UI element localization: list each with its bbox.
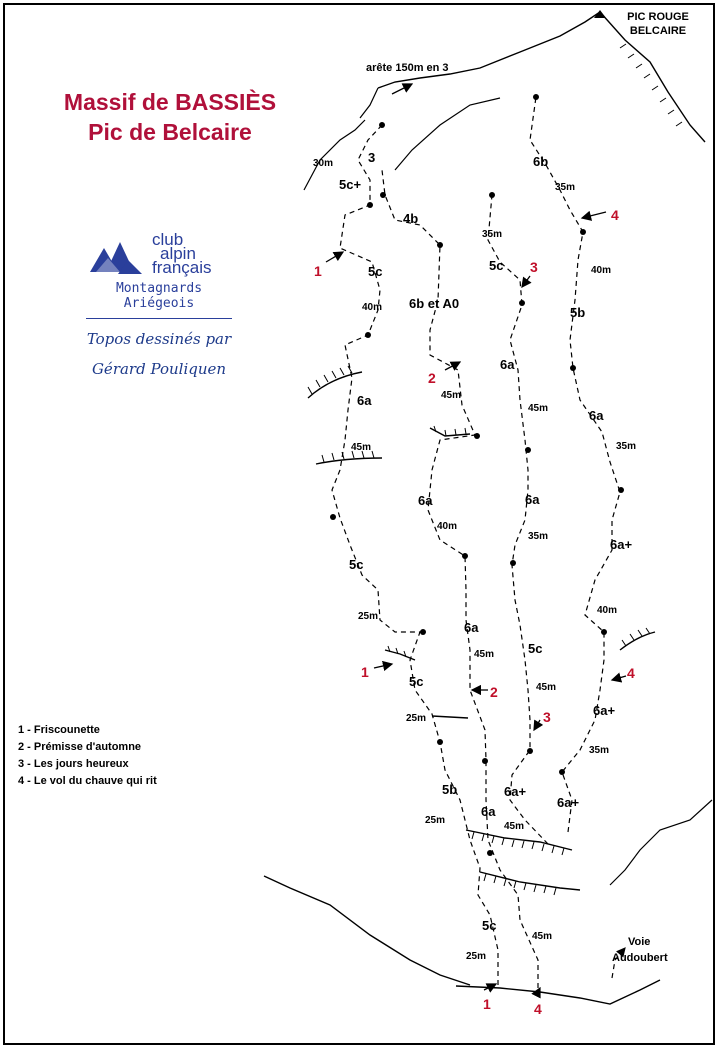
route-marker: 3 (543, 709, 551, 725)
club-name-3: français (152, 258, 212, 277)
belay-icon (525, 447, 531, 453)
grade-label: 4b (403, 211, 419, 226)
belay-icon (437, 739, 443, 745)
peak-label-line1: PIC ROUGE (627, 11, 689, 23)
belay-stations (330, 94, 624, 856)
roof-right (620, 632, 655, 650)
belay-icon (474, 433, 480, 439)
length-label: 40m (597, 605, 618, 616)
length-label: 25m (406, 713, 427, 724)
length-label: 45m (474, 649, 495, 660)
route-marker: 1 (361, 664, 369, 680)
belay-icon (462, 553, 468, 559)
route-marker: 1 (483, 996, 491, 1012)
length-label: 25m (358, 611, 379, 622)
topo-title-massif: Massif de BASSIÈS (63, 89, 277, 115)
grade-label: 6a+ (610, 537, 633, 552)
belay-icon (379, 122, 385, 128)
pointer-arrow-icon (537, 988, 540, 994)
grade-label: 5c (368, 264, 383, 279)
arete-arrow-icon (392, 84, 412, 94)
grade-label: 6a+ (504, 784, 527, 799)
grade-label: 5c (349, 557, 364, 572)
ridge-line-right (600, 12, 705, 142)
grade-label: 6a+ (557, 795, 580, 810)
grade-label: 6b (533, 154, 549, 169)
grade-label: 3 (368, 150, 376, 165)
pointer-arrow-icon (445, 362, 460, 370)
legend-item: 1 - Friscounette (18, 724, 100, 736)
length-label: 40m (362, 302, 383, 313)
route-2-line (382, 170, 538, 988)
length-label: 45m (441, 390, 462, 401)
face-contour-bottom (264, 876, 470, 985)
grade-label: 5c (482, 918, 497, 933)
belay-icon (482, 758, 488, 764)
route-marker: 3 (530, 259, 538, 275)
legend-item: 3 - Les jours heureux (18, 758, 129, 770)
pointer-arrow-icon (534, 720, 540, 730)
pointer-arrow-icon (582, 212, 606, 218)
roof-left-1-hatch (308, 366, 352, 394)
grade-label: 5b (570, 305, 586, 320)
belay-icon (420, 629, 426, 635)
face-contour-right (610, 800, 712, 885)
club-section-line2: Ariégeois (123, 296, 195, 311)
belay-icon (367, 202, 373, 208)
length-label: 35m (482, 229, 503, 240)
belay-icon (365, 332, 371, 338)
belay-icon (330, 514, 336, 520)
ridge-line-left (378, 12, 600, 88)
club-name-1: club (152, 230, 184, 249)
grade-label: 5b (442, 782, 458, 797)
roof-left-2 (316, 458, 382, 464)
credit-line2: Gérard Pouliquen (91, 360, 227, 378)
grade-label: 5c (489, 258, 504, 273)
length-label: 45m (532, 931, 553, 942)
grade-label: 6b et A0 (409, 296, 460, 311)
club-name-2: alpin (160, 244, 196, 263)
route-marker: 4 (627, 665, 635, 681)
ridge-hatch (620, 44, 682, 126)
face-contour-upper (395, 98, 500, 170)
grade-label: 5c (528, 641, 543, 656)
length-label: 45m (351, 442, 372, 453)
pointer-arrow-icon (326, 252, 343, 262)
route-marker: 2 (490, 684, 498, 700)
length-label: 45m (528, 403, 549, 414)
route-marker: 2 (428, 370, 436, 386)
belay-icon (510, 560, 516, 566)
length-label: 35m (555, 182, 576, 193)
belay-icon (570, 365, 576, 371)
club-section-line1: Montagnards (115, 281, 203, 296)
pointer-arrow-icon (612, 676, 626, 680)
route-marker: 4 (534, 1001, 542, 1017)
legend-item: 4 - Le vol du chauve qui rit (18, 775, 157, 787)
base-ledge-1-hatch (472, 832, 564, 855)
belay-icon (487, 850, 493, 856)
length-label: 35m (528, 531, 549, 542)
length-label: 40m (591, 265, 612, 276)
voie-audoubert-label-line2: Audoubert (612, 952, 668, 964)
grade-label: 6a (589, 408, 604, 423)
length-label: 25m (425, 815, 446, 826)
length-label: 25m (466, 951, 487, 962)
grade-label: 6a (464, 620, 479, 635)
belay-icon (580, 229, 586, 235)
belay-icon (533, 94, 539, 100)
belay-icon (489, 192, 495, 198)
length-label: 45m (536, 682, 557, 693)
belay-icon (380, 192, 386, 198)
credit-line1: Topos dessinés par (86, 330, 232, 348)
length-label: 45m (504, 821, 525, 832)
grade-label: 6a (357, 393, 372, 408)
legend-item: 2 - Prémisse d'automne (18, 741, 142, 753)
voie-audoubert-label-line1: Voie (628, 936, 651, 948)
roof-right-hatch (622, 628, 650, 646)
route-3-line (488, 195, 548, 844)
grade-label: 5c (409, 674, 424, 689)
length-label: 35m (589, 745, 610, 756)
belay-icon (519, 300, 525, 306)
grade-label: 5c+ (339, 177, 362, 192)
base-ledge-2-hatch (484, 874, 556, 895)
route-marker: 4 (611, 207, 619, 223)
belay-icon (618, 487, 624, 493)
belay-icon (437, 242, 443, 248)
length-label: 40m (437, 521, 458, 532)
grade-label: 6a (500, 357, 515, 372)
topo-title-pic: Pic de Belcaire (88, 119, 252, 145)
grade-label: 6a+ (593, 703, 616, 718)
route-marker: 1 (314, 263, 322, 279)
peak-label-line2: BELCAIRE (629, 25, 687, 37)
length-label: 30m (313, 158, 334, 169)
pointer-arrow-icon (522, 276, 530, 287)
belay-icon (527, 748, 533, 754)
belay-icon (601, 629, 607, 635)
length-label: 35m (616, 441, 637, 452)
grade-label: 6a (481, 804, 496, 819)
grade-label: 6a (418, 493, 433, 508)
face-contour-top (360, 88, 378, 118)
ledge-lower (432, 716, 468, 718)
pointer-arrow-icon (374, 664, 392, 668)
arete-label: arête 150m en 3 (366, 62, 449, 74)
belay-icon (559, 769, 565, 775)
route-1-line (332, 125, 498, 985)
grade-label: 6a (525, 492, 540, 507)
